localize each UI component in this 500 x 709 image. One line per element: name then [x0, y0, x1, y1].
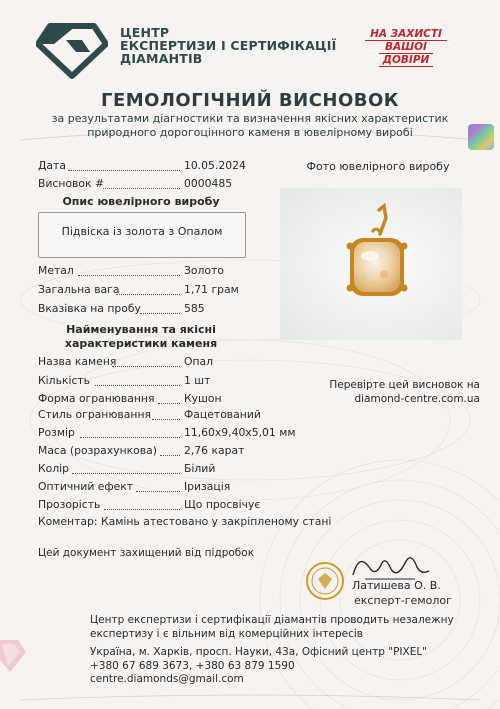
expert-name: Латишева О. В. — [352, 579, 441, 592]
metal-value: Золото — [184, 264, 224, 277]
dots-leader — [95, 385, 180, 386]
slogan-line-2: ВАШОЇ — [379, 41, 433, 54]
dots-leader — [72, 473, 180, 474]
opal-pendant-image — [280, 188, 462, 340]
dots-leader — [152, 419, 180, 420]
subtitle-line-1: за результатами діагностики та визначення якісних характеристик — [51, 112, 449, 125]
color-label: Колір — [38, 462, 70, 475]
diamond-centre-logo — [36, 22, 108, 80]
dots-leader — [158, 403, 180, 404]
dots-leader — [112, 366, 180, 367]
transparency-label: Прозорість — [38, 498, 101, 511]
optical-effect-value: Іризація — [184, 480, 231, 493]
metal-label: Метал — [38, 264, 74, 277]
document-subtitle — [40, 112, 460, 140]
verify-line-1: Перевірте цей висновок на — [329, 379, 480, 391]
item-description-box — [38, 212, 246, 258]
cut-style-label: Стиль огранювання — [38, 408, 152, 421]
hologram-sticker — [468, 124, 494, 150]
item-description: Підвіска із золота з Опалом — [61, 225, 223, 238]
number-value: 0000485 — [184, 177, 233, 190]
slogan-line-1: НА ЗАХИСТІ — [365, 28, 447, 41]
protection-note: Цей документ захищений від підробок — [38, 547, 255, 559]
dots-leader — [78, 275, 180, 276]
dots-leader — [104, 509, 180, 510]
stone-section-title — [38, 323, 244, 351]
item-section-title: Опис ювелірного виробу — [62, 195, 220, 208]
verify-url[interactable]: diamond-centre.com.ua — [354, 393, 480, 405]
dots-leader — [68, 170, 180, 171]
document-title: ГЕМОЛОГІЧНИЙ ВИСНОВОК — [101, 90, 399, 111]
weight-label: Загальна вага — [38, 283, 120, 296]
dots-leader — [116, 294, 180, 295]
cut-shape-value: Кушон — [184, 392, 222, 405]
footer-email[interactable]: centre.diamonds@gmail.com — [90, 673, 244, 685]
org-line-2: ЕКСПЕРТИЗИ І СЕРТИФІКАЦІЇ — [120, 38, 337, 53]
footer-line-1: Центр експертизи і сертифікації діамантів проводить незалежну — [90, 614, 454, 626]
dots-leader — [140, 313, 180, 314]
quantity-label: Кількість — [38, 374, 91, 387]
hallmark-value: 585 — [184, 302, 205, 315]
stone-section-title-line-2: характеристики каменя — [64, 337, 218, 350]
dots-leader — [136, 491, 180, 492]
quantity-value: 1 шт — [184, 374, 211, 387]
footer-line-2: експертизу і є вільним від комерційних інтересів — [90, 627, 363, 640]
mass-value: 2,76 карат — [184, 444, 245, 457]
transparency-value: Що просвічує — [184, 498, 261, 511]
cut-shape-label: Форма огранювання — [38, 392, 155, 405]
cut-style-value: Фацетований — [184, 408, 261, 421]
slogan-stamp — [365, 28, 447, 68]
organization-name — [120, 26, 336, 65]
stone-name-value: Опал — [184, 355, 214, 368]
stone-section-title-line-1: Найменування та якісні — [66, 323, 216, 336]
subtitle-line-2: природного дорогоцінного каменя в ювелірному виробі — [87, 126, 413, 139]
slogan-line-3: ДОВІРИ — [379, 54, 433, 67]
verification-note — [320, 378, 480, 406]
weight-value: 1,71 грам — [184, 283, 239, 296]
comment: Коментар: Камінь атестовано у закріпленому стані — [38, 515, 332, 528]
gemologist-seal-icon — [305, 561, 345, 601]
color-value: Білий — [184, 462, 216, 475]
jewelry-photo — [280, 188, 462, 340]
footer — [90, 614, 470, 687]
mass-label: Маса (розрахункова) — [38, 444, 157, 457]
footer-phones: +380 67 689 3673, +380 63 879 1590 — [90, 659, 295, 672]
diamond-corner-icon — [0, 630, 28, 678]
size-label: Розмір — [38, 426, 75, 439]
expert-title: експерт-гемолог — [354, 594, 452, 607]
org-line-1: ЦЕНТР — [120, 25, 170, 40]
optical-effect-label: Оптичний ефект — [38, 480, 134, 493]
dots-leader — [80, 437, 180, 438]
footer-address: Україна, м. Харків, просп. Науки, 43а, Офісний центр "PIXEL" — [90, 646, 428, 658]
org-line-3: ДІАМАНТІВ — [120, 51, 203, 66]
hallmark-label: Вказівка на пробу — [38, 302, 141, 315]
size-value: 11,60x9,40x5,01 мм — [184, 426, 296, 439]
date-value: 10.05.2024 — [184, 159, 246, 172]
stone-name-label: Назва каменя — [38, 355, 117, 368]
dots-leader — [160, 455, 180, 456]
number-label: Висновок # — [38, 177, 104, 190]
dots-leader — [103, 188, 180, 189]
date-label: Дата — [38, 159, 66, 172]
photo-title: Фото ювелірного виробу — [306, 160, 450, 173]
